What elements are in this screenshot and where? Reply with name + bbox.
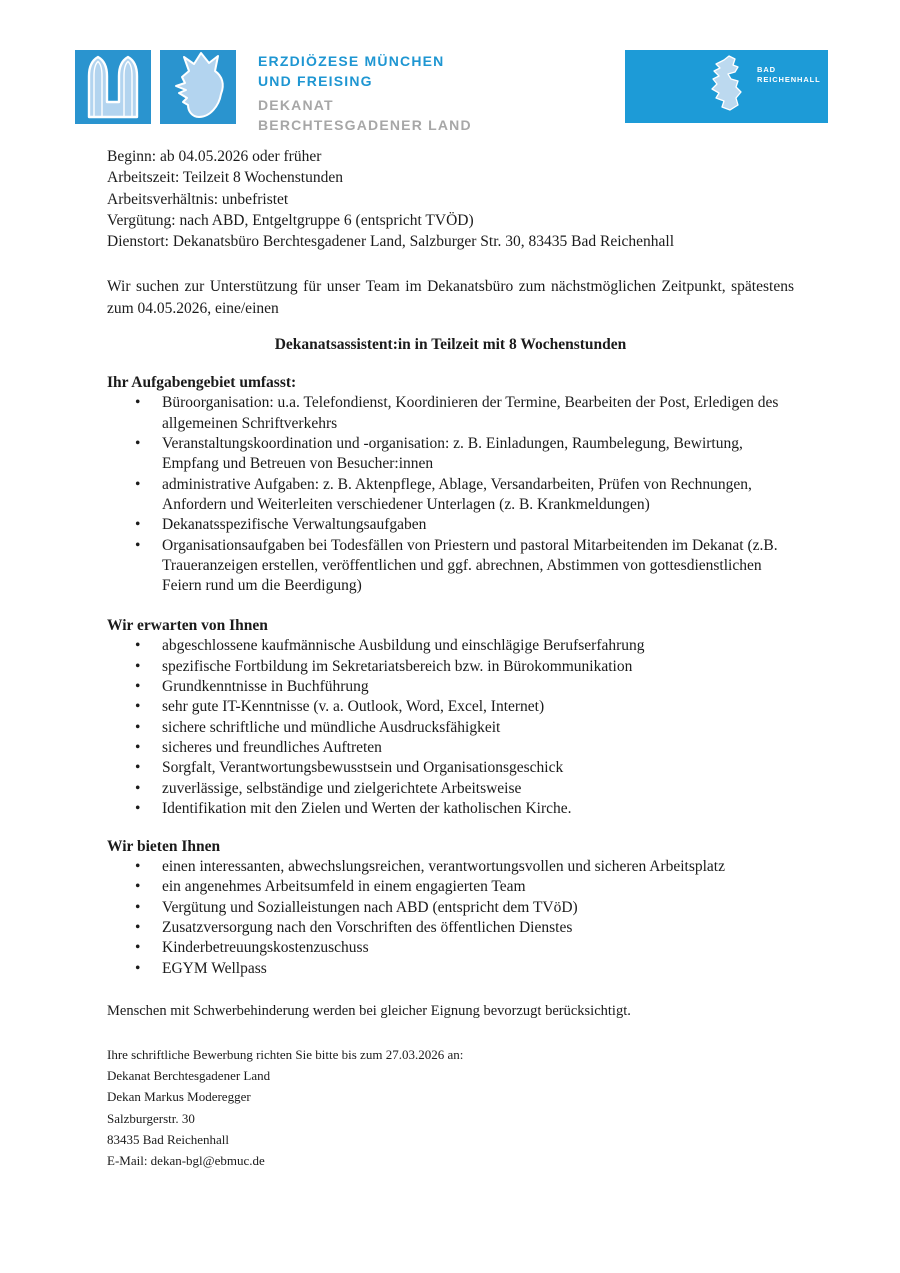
section-heading: Wir erwarten von Ihnen bbox=[107, 617, 268, 635]
job-details bbox=[107, 146, 794, 252]
city-name bbox=[757, 65, 821, 85]
list-item-text: spezifische Fortbildung im Sekretariatsbereich bzw. in Bürokommunikation bbox=[162, 657, 633, 675]
list-item-text: Kinderbetreuungskostenzuschuss bbox=[162, 939, 369, 957]
detail-arbeitsverhaeltnis: Arbeitsverhältnis: unbefristet bbox=[107, 190, 289, 208]
detail-arbeitszeit: Arbeitszeit: Teilzeit 8 Wochenstunden bbox=[107, 169, 343, 187]
org-subtitle-line1: DEKANAT bbox=[258, 97, 334, 113]
list-item bbox=[107, 636, 794, 656]
list-item bbox=[107, 475, 794, 516]
list-item-text: sicheres und freundliches Auftreten bbox=[162, 738, 382, 756]
section-angebot bbox=[107, 836, 794, 979]
list-item-text: zuverlässige, selbständige und zielgerichtete Arbeitsweise bbox=[162, 779, 522, 797]
city-name-line2: REICHENHALL bbox=[757, 75, 821, 84]
bullet-icon: • bbox=[135, 435, 141, 453]
list-item bbox=[107, 799, 794, 819]
bullet-icon: • bbox=[135, 516, 141, 534]
bullet-icon: • bbox=[135, 959, 141, 977]
bullet-icon: • bbox=[135, 678, 141, 696]
moor-head-crown-icon bbox=[160, 50, 236, 124]
list-item-text: Veranstaltungskoordination und -organisation: z. B. Einladungen, Raumbelegung, Bewirtung, Empfang und Betreuen von Besucher:innen bbox=[162, 435, 743, 473]
application-contact-block bbox=[107, 1044, 794, 1171]
application-deadline: Ihre schriftliche Bewerbung richten Sie bitte bis zum 27.03.2026 an: bbox=[107, 1046, 464, 1062]
list-item bbox=[107, 657, 794, 677]
list-item-text: Organisationsaufgaben bei Todesfällen von Priestern und pastoral Mitarbeitenden im Dekanat (z.B. Traueranzeigen erstellen, veröffentlichen und ggf. abrechnen, Abstimmen von gottesdienstlichen Feiern rund um die Beerdigung) bbox=[162, 536, 778, 595]
list-item bbox=[107, 779, 794, 799]
bullet-icon: • bbox=[135, 759, 141, 777]
bullet-icon: • bbox=[135, 878, 141, 896]
application-address-line: Dekan Markus Moderegger bbox=[107, 1089, 251, 1105]
org-title bbox=[258, 51, 472, 91]
org-subtitle-line2: BERCHTESGADENER LAND bbox=[258, 117, 472, 133]
list-item bbox=[107, 959, 794, 979]
list-item bbox=[107, 857, 794, 877]
list-item-text: Grundkenntnisse in Buchführung bbox=[162, 678, 369, 696]
list-item bbox=[107, 738, 794, 758]
district-map-icon bbox=[698, 55, 756, 119]
section-heading: Wir bieten Ihnen bbox=[107, 838, 221, 856]
list-item bbox=[107, 877, 794, 897]
list-item bbox=[107, 938, 794, 958]
list-item-text: administrative Aufgaben: z. B. Aktenpflege, Ablage, Versandarbeiten, Prüfen von Rechnungen, Anfordern und Weiterleiten verschiedener Unterlagen (z. B. Krankmeldungen) bbox=[162, 475, 752, 513]
list-item bbox=[107, 677, 794, 697]
intro-paragraph: Wir suchen zur Unterstützung für unser Team im Dekanatsbüro zum nächstmöglichen Zeitpunkt, spätestens zum 04.05.2026, eine/einen bbox=[107, 278, 794, 317]
bullet-icon: • bbox=[135, 779, 141, 797]
org-title-line1: ERZDIÖZESE MÜNCHEN bbox=[258, 53, 445, 69]
list-item bbox=[107, 918, 794, 938]
bullet-icon: • bbox=[135, 657, 141, 675]
section-erwartungen bbox=[107, 615, 794, 819]
list-item-text: Vergütung und Sozialleistungen nach ABD (entspricht dem TVöD) bbox=[162, 898, 578, 916]
bullet-icon: • bbox=[135, 475, 141, 493]
org-wordmark bbox=[258, 50, 472, 135]
bad-reichenhall-logo bbox=[625, 50, 828, 123]
list-item-text: abgeschlossene kaufmännische Ausbildung und einschlägige Berufserfahrung bbox=[162, 637, 645, 655]
application-email: E-Mail: dekan-bgl@ebmuc.de bbox=[107, 1152, 265, 1168]
bullet-icon: • bbox=[135, 738, 141, 756]
erzdioezese-logo bbox=[75, 50, 472, 135]
document-body bbox=[107, 146, 794, 1171]
list-item-text: ein angenehmes Arbeitsumfeld in einem engagierten Team bbox=[162, 878, 526, 896]
detail-beginn: Beginn: ab 04.05.2026 oder früher bbox=[107, 148, 322, 165]
list-item-text: Zusatzversorgung nach den Vorschriften des öffentlichen Dienstes bbox=[162, 919, 573, 937]
list-item-text: sichere schriftliche und mündliche Ausdrucksfähigkeit bbox=[162, 718, 501, 736]
city-name-line1: BAD bbox=[757, 65, 776, 74]
org-subtitle bbox=[258, 95, 472, 135]
list-item bbox=[107, 898, 794, 918]
org-title-line2: UND FREISING bbox=[258, 73, 373, 89]
list-item-text: einen interessanten, abwechslungsreichen, verantwortungsvollen und sicheren Arbeitsplatz bbox=[162, 858, 725, 876]
bullet-icon: • bbox=[135, 799, 141, 817]
list-item bbox=[107, 393, 794, 434]
list-item-text: EGYM Wellpass bbox=[162, 959, 267, 977]
job-title: Dekanatsassistent:in in Teilzeit mit 8 Wochenstunden bbox=[274, 336, 627, 354]
list-item bbox=[107, 697, 794, 717]
application-address-line: 83435 Bad Reichenhall bbox=[107, 1131, 230, 1147]
equality-note: Menschen mit Schwerbehinderung werden bei gleicher Eignung bevorzugt berücksichtigt. bbox=[107, 1002, 631, 1019]
bullet-icon: • bbox=[135, 939, 141, 957]
header bbox=[75, 50, 828, 133]
list-item bbox=[107, 536, 794, 597]
bullet-icon: • bbox=[135, 858, 141, 876]
bullet-icon: • bbox=[135, 536, 141, 554]
detail-dienstort: Dienstort: Dekanatsbüro Berchtesgadener Land, Salzburger Str. 30, 83435 Bad Reichenhall bbox=[107, 233, 675, 251]
list-item bbox=[107, 718, 794, 738]
bullet-icon: • bbox=[135, 919, 141, 937]
detail-verguetung: Vergütung: nach ABD, Entgeltgruppe 6 (entspricht TVÖD) bbox=[107, 211, 474, 229]
bullet-icon: • bbox=[135, 718, 141, 736]
list-item bbox=[107, 515, 794, 535]
section-heading: Ihr Aufgabengebiet umfasst: bbox=[107, 374, 297, 392]
list-item-text: Identifikation mit den Zielen und Werten der katholischen Kirche. bbox=[162, 799, 572, 817]
list-item bbox=[107, 758, 794, 778]
list-item-text: Dekanatsspezifische Verwaltungsaufgaben bbox=[162, 516, 427, 534]
bullet-icon: • bbox=[135, 898, 141, 916]
bullet-icon: • bbox=[135, 394, 141, 412]
frauenkirche-towers-icon bbox=[75, 50, 151, 124]
list-item-text: Sorgfalt, Verantwortungsbewusstsein und Organisationsgeschick bbox=[162, 759, 564, 777]
list-item-text: sehr gute IT-Kenntnisse (v. a. Outlook, Word, Excel, Internet) bbox=[162, 698, 545, 716]
application-address-line: Salzburgerstr. 30 bbox=[107, 1110, 195, 1126]
bullet-icon: • bbox=[135, 698, 141, 716]
bullet-icon: • bbox=[135, 637, 141, 655]
list-item-text: Büroorganisation: u.a. Telefondienst, Koordinieren der Termine, Bearbeiten der Post, Erledigen des allgemeinen Schriftverkehrs bbox=[162, 394, 779, 432]
application-address-line: Dekanat Berchtesgadener Land bbox=[107, 1068, 271, 1084]
list-item bbox=[107, 434, 794, 475]
section-aufgabengebiet bbox=[107, 372, 794, 596]
